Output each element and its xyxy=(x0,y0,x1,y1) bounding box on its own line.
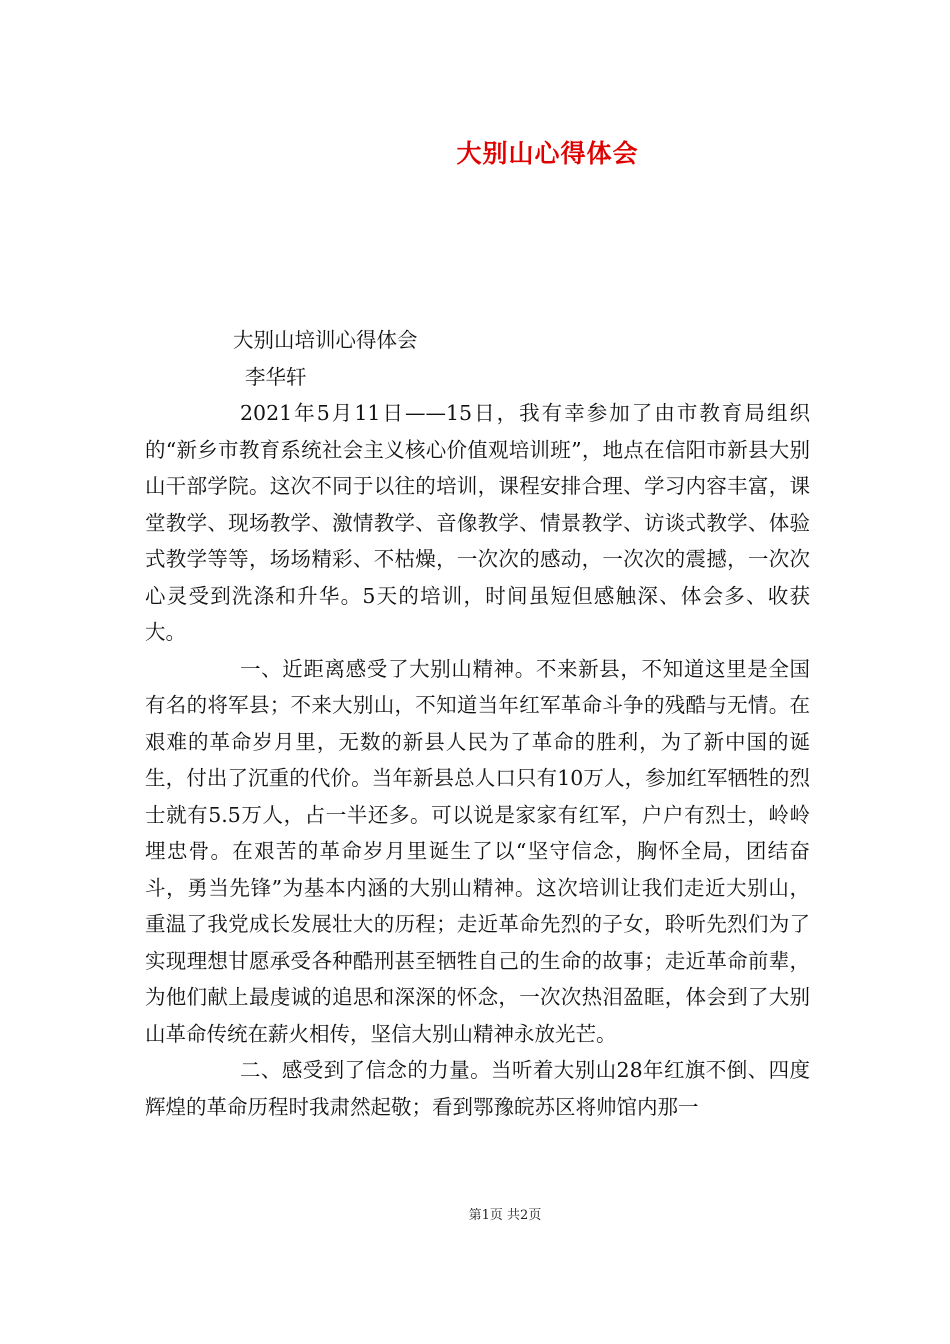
document-body xyxy=(145,322,810,1125)
document-title: 大别山心得体会 xyxy=(456,139,639,168)
document-subtitle: 大别山培训心得体会 xyxy=(233,328,418,352)
page-footer-page-number: 第1页 共2页 xyxy=(468,1208,542,1223)
paragraph-section-one: 一、近距离感受了大别山精神。不来新县，不知道这里是全国有名的将军县；不来大别山，不知道当年红军革命斗争的残酷与无情。在艰难的革命岁月里，无数的新县人民为了革命的胜利，为了新中国的诞生，付出了沉重的代价。当年新县总人口只有10万人，参加红军牺牲的烈士就有5.5万人，占一半还多。可以说是家家有红军，户户有烈士，岭岭埋忠骨。在艰苦的革命岁月里诞生了以“坚守信念，胸怀全局，团结奋斗，勇当先锋”为基本内涵的大别山精神。这次培训让我们走近大别山，重温了我党成长发展壮大的历程；走近革命先烈的子女，聆听先烈们为了实现理想甘愿承受各种酷刑甚至牺牲自己的生命的故事；走近革命前辈，为他们献上最虔诚的追思和深深的怀念，一次次热泪盈眶，体会到了大别山革命传统在薪火相传，坚信大别山精神永放光芒。 xyxy=(145,656,810,1046)
paragraph-intro: 2021年5月11日——15日，我有幸参加了由市教育局组织的“新乡市教育系统社会主义核心价值观培训班”，地点在信阳市新县大别山干部学院。这次不同于以往的培训，课程安排合理、学习内容丰富，课堂教学、现场教学、激情教学、音像教学、情景教学、访谈式教学、体验式教学等等，场场精彩、不枯燥，一次次的感动，一次次的震撼，一次次心灵受到洗涤和升华。5天的培训，时间虽短但感触深、体会多、收获大。 xyxy=(145,401,810,644)
paragraph-section-two: 二、感受到了信念的力量。当听着大别山28年红旗不倒、四度辉煌的革命历程时我肃然起敬；看到鄂豫皖苏区将帅馆内那一 xyxy=(145,1058,810,1119)
author-name: 李华轩 xyxy=(245,364,307,389)
